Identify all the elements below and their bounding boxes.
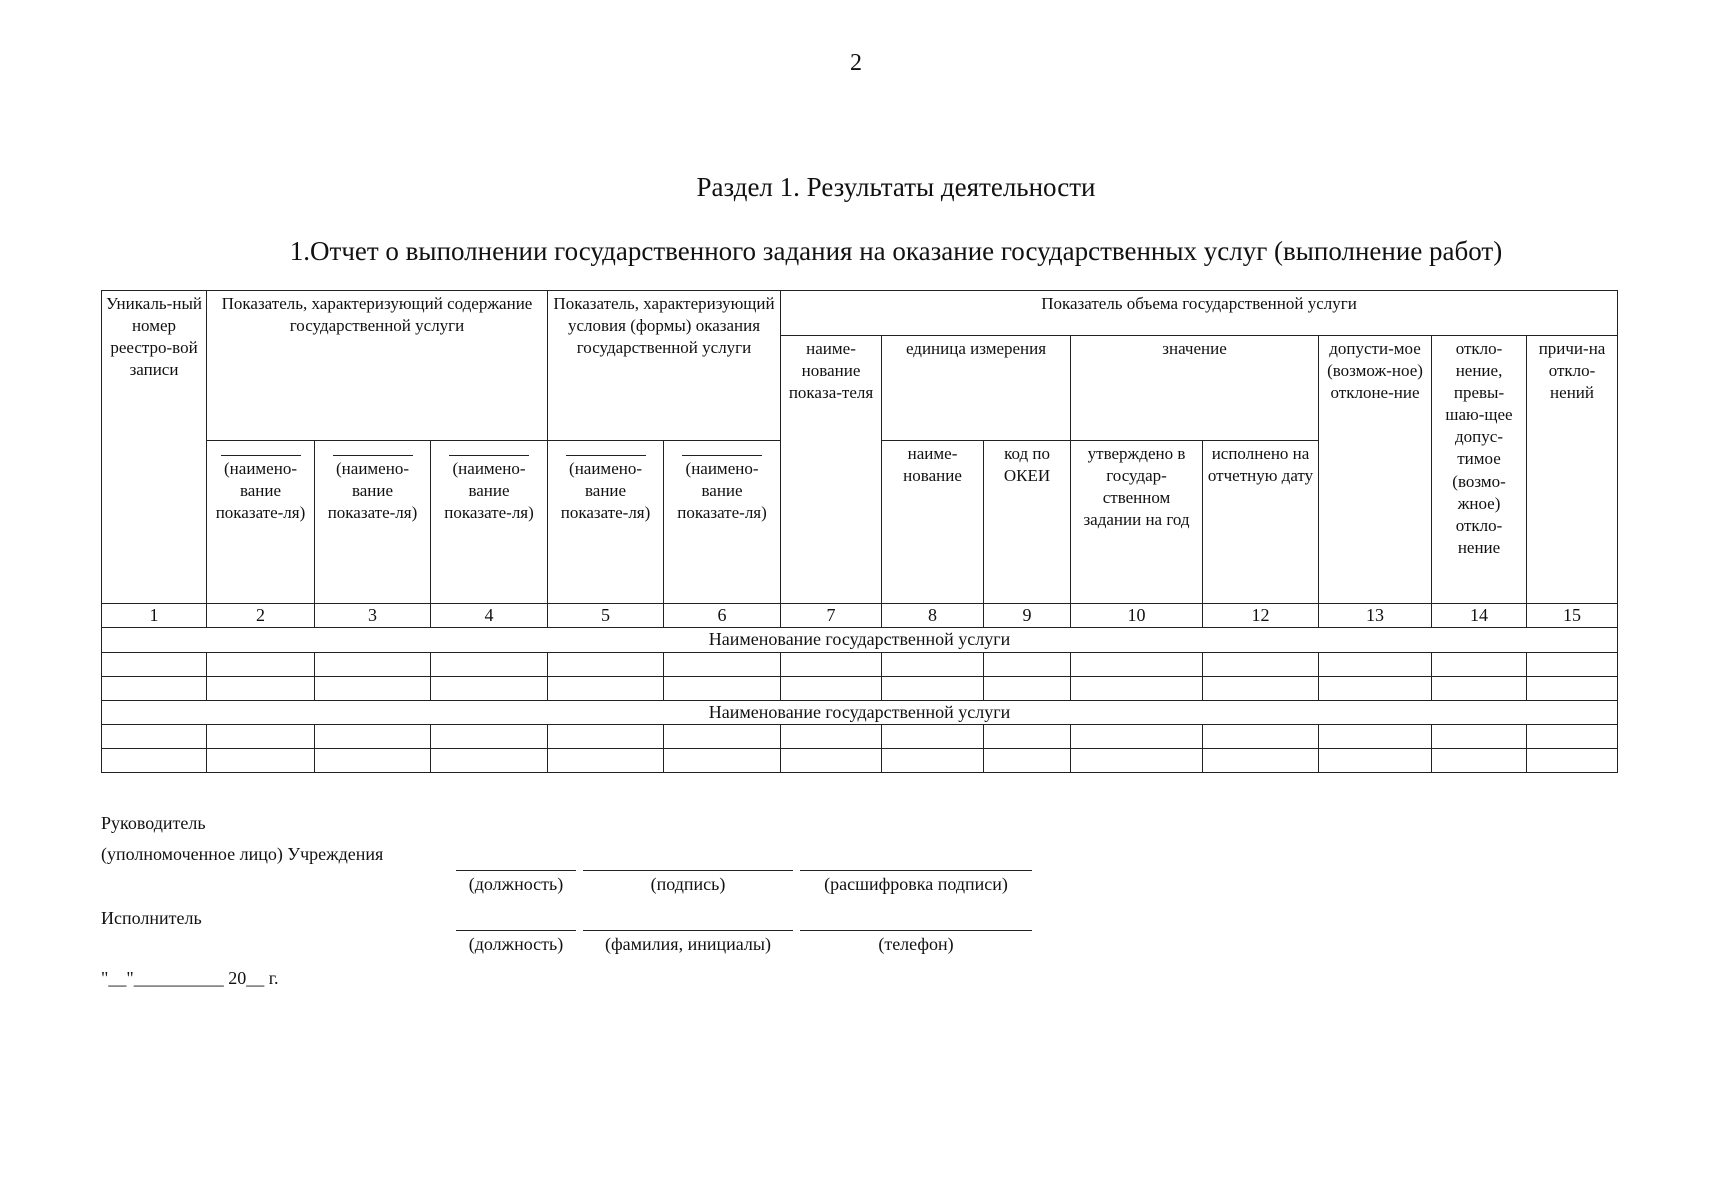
column-number: 3 — [315, 604, 431, 628]
header-row-1 — [102, 291, 1618, 336]
table-cell[interactable] — [548, 749, 664, 773]
table-cell[interactable] — [207, 652, 315, 676]
table-cell[interactable] — [1432, 749, 1527, 773]
service-name-row — [102, 628, 1618, 652]
subheader-content-2 — [315, 441, 431, 604]
header-indicator-name: наиме-нование показа-теля — [781, 336, 882, 604]
header-exceeding-deviation: откло-нение, превы-шаю-щее допус-тимое (возмо-жное) откло-нение — [1432, 336, 1527, 604]
subheader-text: (наимено-вание показате-ля) — [444, 459, 534, 523]
header-conditions-indicator: Показатель, характеризующий условия (формы) оказания государственной услуги — [548, 291, 781, 441]
report-title: 1.Отчет о выполнении государственного задания на оказание государственных услуг (выполнение работ) — [289, 236, 1503, 266]
table-cell[interactable] — [1319, 725, 1432, 749]
subheader-unit-name: наиме-нование — [882, 441, 984, 604]
subheader-content-1 — [207, 441, 315, 604]
table-cell[interactable] — [431, 725, 548, 749]
table-cell[interactable] — [882, 749, 984, 773]
subheader-executed: исполнено на отчетную дату — [1203, 441, 1319, 604]
table-cell[interactable] — [882, 725, 984, 749]
table-cell[interactable] — [1071, 725, 1203, 749]
table-cell[interactable] — [984, 652, 1071, 676]
column-number: 12 — [1203, 604, 1319, 628]
table-row — [102, 652, 1618, 676]
table-cell[interactable] — [664, 725, 781, 749]
table-cell[interactable] — [1527, 749, 1618, 773]
service-name-label: Наименование государственной услуги — [102, 700, 1618, 724]
executor-position-caption: (должность) — [468, 934, 564, 954]
subheader-okei-code: код по ОКЕИ — [984, 441, 1071, 604]
table-cell[interactable] — [1527, 725, 1618, 749]
header-volume-indicator: Показатель объема государственной услуги — [781, 291, 1618, 336]
header-unique-number: Уникаль-ный номер реестро-вой записи — [102, 291, 207, 604]
table-cell[interactable] — [102, 676, 207, 700]
table-cell[interactable] — [781, 725, 882, 749]
header-allowed-deviation: допусти-мое (возмож-ное) отклоне-ние — [1319, 336, 1432, 604]
table-cell[interactable] — [1071, 676, 1203, 700]
table-cell[interactable] — [1432, 676, 1527, 700]
table-cell[interactable] — [207, 725, 315, 749]
report-table — [101, 290, 1618, 773]
head-signature-line[interactable] — [583, 870, 793, 871]
table-cell[interactable] — [207, 676, 315, 700]
table-cell[interactable] — [431, 652, 548, 676]
table-cell[interactable] — [781, 652, 882, 676]
table-cell[interactable] — [1527, 676, 1618, 700]
table-cell[interactable] — [548, 725, 664, 749]
table-cell[interactable] — [1527, 652, 1618, 676]
table-cell[interactable] — [664, 749, 781, 773]
column-number: 4 — [431, 604, 548, 628]
column-number: 10 — [1071, 604, 1203, 628]
head-authorized-label: (уполномоченное лицо) Учреждения — [101, 844, 384, 864]
table-row — [102, 749, 1618, 773]
column-number: 13 — [1319, 604, 1432, 628]
executor-phone-caption: (телефон) — [878, 934, 954, 954]
column-number: 7 — [781, 604, 882, 628]
table-cell[interactable] — [1071, 749, 1203, 773]
head-position-line[interactable] — [456, 870, 576, 871]
column-number: 2 — [207, 604, 315, 628]
head-signature-caption: (подпись) — [650, 874, 726, 894]
table-cell[interactable] — [781, 676, 882, 700]
header-content-indicator: Показатель, характеризующий содержание государственной услуги — [207, 291, 548, 441]
header-unit: единица измерения — [882, 336, 1071, 441]
table-cell[interactable] — [315, 676, 431, 700]
header-deviation-reason: причи-на откло-нений — [1527, 336, 1618, 604]
column-number: 9 — [984, 604, 1071, 628]
executor-name-caption: (фамилия, инициалы) — [605, 934, 771, 954]
service-name-label: Наименование государственной услуги — [102, 628, 1618, 652]
table-cell[interactable] — [882, 676, 984, 700]
table-cell[interactable] — [1203, 652, 1319, 676]
executor-phone-line[interactable] — [800, 930, 1032, 931]
table-row — [102, 676, 1618, 700]
table-cell[interactable] — [781, 749, 882, 773]
table-cell[interactable] — [1432, 652, 1527, 676]
table-cell[interactable] — [1203, 676, 1319, 700]
table-cell[interactable] — [315, 652, 431, 676]
head-decoding-line[interactable] — [800, 870, 1032, 871]
table-cell[interactable] — [1203, 725, 1319, 749]
head-decoding-caption: (расшифровка подписи) — [824, 874, 1008, 894]
column-number: 14 — [1432, 604, 1527, 628]
table-cell[interactable] — [664, 652, 781, 676]
table-cell[interactable] — [102, 652, 207, 676]
table-cell[interactable] — [1071, 652, 1203, 676]
subheader-approved: утверждено в государ-ственном задании на год — [1071, 441, 1203, 604]
table-cell[interactable] — [1319, 652, 1432, 676]
table-cell[interactable] — [207, 749, 315, 773]
table-cell[interactable] — [664, 676, 781, 700]
table-cell[interactable] — [1319, 676, 1432, 700]
page-number: 2 — [850, 50, 862, 76]
table-row — [102, 725, 1618, 749]
column-number: 15 — [1527, 604, 1618, 628]
table-cell[interactable] — [431, 676, 548, 700]
table-cell[interactable] — [102, 749, 207, 773]
date-line: "__"__________ 20__ г. — [101, 968, 279, 988]
column-number: 6 — [664, 604, 781, 628]
head-label: Руководитель — [101, 813, 206, 833]
section-title: Раздел 1. Результаты деятельности — [696, 172, 1096, 202]
head-position-caption: (должность) — [468, 874, 564, 894]
executor-position-line[interactable] — [456, 930, 576, 931]
table-cell[interactable] — [315, 749, 431, 773]
table-cell[interactable] — [1203, 749, 1319, 773]
subheader-text: (наимено-вание показате-ля) — [677, 459, 767, 523]
table-cell[interactable] — [548, 676, 664, 700]
table-cell[interactable] — [548, 652, 664, 676]
table-cell[interactable] — [882, 652, 984, 676]
column-numbers-row — [102, 604, 1618, 628]
table-cell[interactable] — [431, 749, 548, 773]
header-value: значение — [1071, 336, 1319, 441]
executor-label: Исполнитель — [101, 908, 202, 928]
subheader-text: (наимено-вание показате-ля) — [560, 459, 651, 523]
subheader-conditions-2 — [664, 441, 781, 604]
table-cell[interactable] — [315, 725, 431, 749]
table-cell[interactable] — [984, 749, 1071, 773]
subheader-text: (наимено-вание показате-ля) — [215, 459, 306, 523]
service-name-row — [102, 700, 1618, 724]
table-cell[interactable] — [1319, 749, 1432, 773]
table-cell[interactable] — [102, 725, 207, 749]
subheader-conditions-1 — [548, 441, 664, 604]
table-cell[interactable] — [984, 725, 1071, 749]
subheader-content-3 — [431, 441, 548, 604]
table-cell[interactable] — [1432, 725, 1527, 749]
column-number: 5 — [548, 604, 664, 628]
table-cell[interactable] — [984, 676, 1071, 700]
column-number: 1 — [102, 604, 207, 628]
subheader-text: (наимено-вание показате-ля) — [327, 459, 418, 523]
executor-name-line[interactable] — [583, 930, 793, 931]
column-number: 8 — [882, 604, 984, 628]
